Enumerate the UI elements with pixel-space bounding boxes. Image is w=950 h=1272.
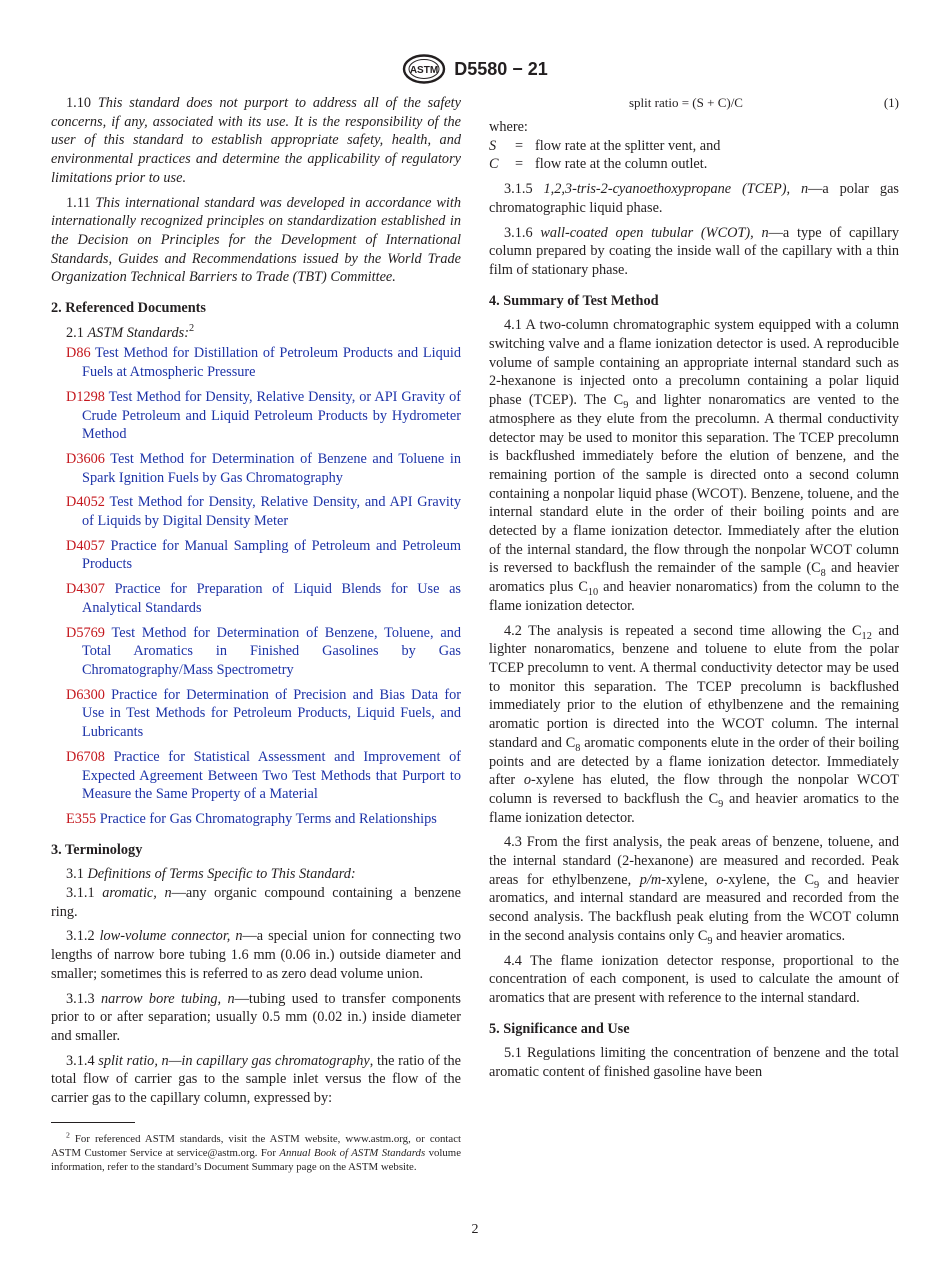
svg-text:ASTM: ASTM	[410, 65, 439, 76]
equation-split-ratio	[489, 94, 899, 114]
reference-item[interactable]: D6300 Practice for Determination of Precision and Bias Data for Use in Test Methods for Petroleum Products, Liquid Fuels, and Lubricants	[66, 686, 461, 741]
footnote: $^2$ For referenced ASTM standards, visit the ASTM website, www.astm.org, or contact ASTM Customer Service at service@astm.org. For Annual Book of ASTM Standards volume information, refer to the standard’s Document Summary page on the ASTM website.	[51, 1130, 461, 1174]
astm-logo-icon	[402, 54, 446, 84]
section-heading-significance: 5. Significance and Use	[489, 1020, 630, 1037]
where-label: where:	[489, 119, 528, 135]
definition-3-1-4: 3.1.4 split ratio, n—in capillary gas chromatography, the ratio of the total flow of carrier gas to the sample inlet versus the flow of the carrier gas to the capillary column, expressed by:	[51, 1052, 461, 1107]
section-heading-referenced-documents: 2. Referenced Documents	[51, 300, 206, 317]
reference-item[interactable]: D4052 Test Method for Density, Relative Density, and API Gravity of Liquids by Digital Density Meter	[66, 494, 461, 530]
reference-item[interactable]: D4057 Practice for Manual Sampling of Petroleum and Petroleum Products	[66, 537, 461, 573]
paragraph-3-1: 3.1 Definitions of Terms Specific to This Standard:	[66, 866, 356, 883]
page-header	[0, 54, 950, 84]
definition-3-1-6: 3.1.6 wall-coated open tubular (WCOT), n—a type of capillary column prepared by coating the inside wall of the capillary with a thin film of stationary phase.	[489, 224, 900, 278]
reference-item[interactable]: D4307 Practice for Preparation of Liquid Blends for Use as Analytical Standards	[66, 581, 461, 616]
variable-definition: S = flow rate at the splitter vent, and	[489, 137, 721, 154]
definition-3-1-2: 3.1.2 low-volume connector, n—a special union for connecting two lengths of narrow bore tubing 1.6 mm (0.06 in.) outside diameter and smaller; sometimes this is referred to as zero dead volume union.	[51, 928, 462, 982]
paragraph-5-1: 5.1 Regulations limiting the concentration of benzene and the total aromatic content of finished gasoline have been	[489, 1045, 900, 1081]
document-designation: D5580 − 21	[454, 58, 548, 79]
reference-item[interactable]: D86 Test Method for Distillation of Petroleum Products and Liquid Fuels at Atmospheric Pressure	[66, 345, 461, 381]
equation-number: (1)	[883, 95, 899, 110]
definition-3-1-5: 3.1.5 1,2,3-tris-2-cyanoethoxypropane (TCEP), n—a polar gas chromatographic liquid phase.	[489, 181, 899, 216]
reference-item[interactable]: D1298 Test Method for Density, Relative Density, or API Gravity of Crude Petroleum and Liquid Petroleum Products by Hydrometer Method	[66, 388, 461, 443]
left-column	[51, 94, 461, 1114]
reference-item[interactable]: D3606 Test Method for Determination of Benzene and Toluene in Spark Ignition Fuels by Gas Chromatography	[66, 450, 461, 486]
section-heading-summary: 4. Summary of Test Method	[489, 292, 659, 309]
paragraph-4-3: 4.3 From the first analysis, the peak areas of benzene, toluene, and the internal standard (2-hexanone) are measured and recorded. Peak areas for ethylbenzene, p/m-xylene, o-xylene, the $C_9$ and heavier aromatics, and internal standard are measured and recorded from the second analysis. The backflush peak eluting from the WCOT column in the second analysis contains only $C_9$ and heavier aromatics.	[489, 834, 899, 947]
paragraph-1-11: 1.11 This international standard was developed in accordance with internationally recognized principles on standardization established in the Decision on Principles for the Development of International Standards, Guides and Recommendations issued by the World Trade Organization Technical Barriers to Trade (TBT) Committee.	[51, 194, 462, 286]
equation-expression: split ratio = (S + C)/C	[629, 95, 743, 110]
right-column	[489, 94, 899, 1088]
paragraph-1-10: 1.10 This standard does not purport to address all of the safety concerns, if any, associated with its use. It is the responsibility of the user of this standard to establish appropriate safety, health, and environmental practices and determine the applicability of regulatory limitations prior to use.	[51, 95, 461, 186]
paragraph-2-1: 2.1 ASTM Standards:$^2$	[66, 322, 195, 341]
definition-3-1-1: 3.1.1 aromatic, n—any organic compound containing a benzene ring.	[51, 885, 462, 920]
footnote-divider	[51, 1122, 135, 1123]
paragraph-4-1: 4.1 A two-column chromatographic system equipped with a column switching valve and a flame ionization detector is used. A reproducible volume of sample containing an appropriate internal standard such as 2-hexanone is injected onto a precolumn containing a polar liquid phase (TCEP). The $C_9$ and lighter nonaromatics are vented to the atmosphere as they elute from the precolumn. A thermal conductivity detector may be used to monitor this separation. The TCEP precolumn is backflushed immediately before the elution of benzene, and the remaining portion of the sample is directed onto a second column containing a nonpolar liquid phase (WCOT). Benzene, toluene, and the internal standard elute in the order of their boiling points and are detected by a flame ionization detector. Immediately after the elution of the internal standard, the flow through the nonpolar WCOT column is reversed to backflush the remainder of the sample ($C_8$ and heavier aromatics plus $C_{10}$ and heavier nonaromatics) from the column to the flame ionization detector.	[489, 317, 900, 614]
variable-definition: C = flow rate at the column outlet.	[489, 156, 708, 173]
reference-item[interactable]: E355 Practice for Gas Chromatography Terms and Relationships	[66, 810, 437, 827]
paragraph-4-2: 4.2 The analysis is repeated a second time allowing the $C_{12}$ and lighter nonaromatics, benzene and toluene to elute from the polar TCEP precolumn to vent. A thermal conductivity detector may be used to monitor this separation. The TCEP precolumn is backflushed immediately prior to the elution of ethylbenzene and the remaining aromatic portion is directed into the WCOT column. The internal standard and $C_8$ aromatic components elute in the order of their boiling points and are detected by a flame ionization detector. Immediately after o-xylene has eluted, the flow through the nonpolar WCOT column is reversed to backflush the $C_9$ and heavier aromatics to the flame ionization detector.	[489, 622, 900, 826]
reference-item[interactable]: D6708 Practice for Statistical Assessment and Improvement of Expected Agreement Between Two Test Methods that Purport to Measure the Same Property of a Material	[66, 748, 461, 803]
paragraph-4-4: 4.4 The flame ionization detector response, proportional to the concentration of each component, is used to calculate the amount of aromatics that are present with reference to the internal standard.	[489, 952, 899, 1006]
definition-3-1-3: 3.1.3 narrow bore tubing, n—tubing used to transfer components prior to or after separation; usually 0.5 mm (0.02 in.) inside diameter and smaller.	[51, 990, 461, 1044]
section-heading-terminology: 3. Terminology	[51, 841, 143, 858]
reference-item[interactable]: D5769 Test Method for Determination of Benzene, Toluene, and Total Aromatics in Finished Gasolines by Gas Chromatography/Mass Spectrometry	[66, 624, 461, 678]
page-number: 2	[471, 1222, 479, 1237]
reference-list	[51, 344, 461, 828]
